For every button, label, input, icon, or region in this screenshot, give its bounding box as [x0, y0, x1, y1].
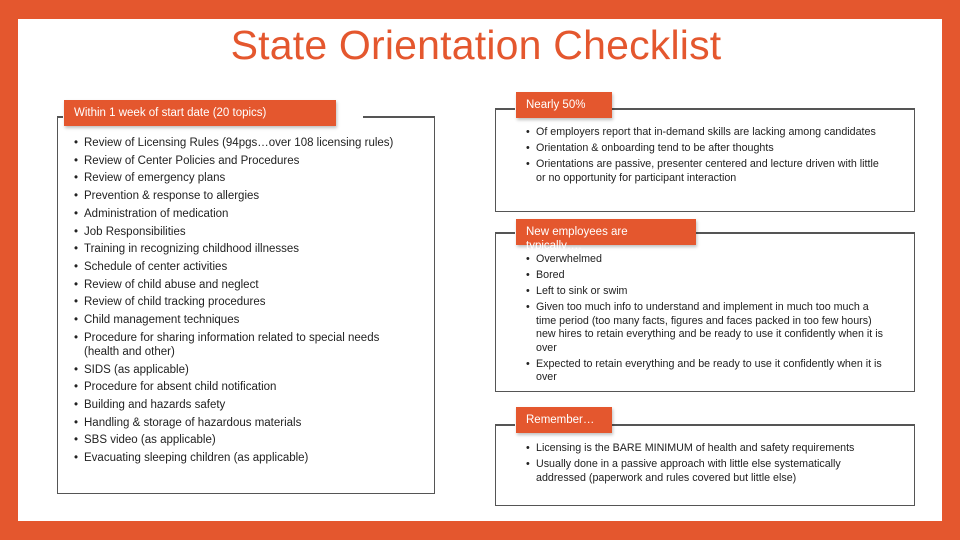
list-item: • Orientations are passive, presenter centered and lecture driven with little or no opportunity for participant interaction — [526, 158, 886, 185]
left-topic-list — [74, 136, 394, 469]
list-item: • Expected to retain everything and be ready to use it confidently when it is over — [526, 358, 886, 385]
list-item: • Review of Center Policies and Procedures — [74, 154, 394, 168]
right-header-3: Remember… — [516, 407, 612, 433]
list-item: • Job Responsibilities — [74, 225, 394, 239]
list-item: • SBS video (as applicable) — [74, 433, 394, 447]
list-item: • Review of emergency plans — [74, 171, 394, 185]
right-list-3 — [526, 442, 886, 488]
list-item: • Child management techniques — [74, 313, 394, 327]
left-header: Within 1 week of start date (20 topics) — [64, 100, 336, 126]
right-header-1: Nearly 50% — [516, 92, 612, 118]
list-item: • Building and hazards safety — [74, 398, 394, 412]
list-item: • Handling & storage of hazardous materials — [74, 416, 394, 430]
list-item: • Procedure for absent child notification — [74, 380, 394, 394]
list-item: • Orientation & onboarding tend to be after thoughts — [526, 142, 886, 156]
list-item: • Prevention & response to allergies — [74, 189, 394, 203]
list-item: • Schedule of center activities — [74, 260, 394, 274]
slide-title: State Orientation Checklist — [230, 22, 722, 68]
list-item: • Overwhelmed — [526, 253, 886, 267]
list-item: • Procedure for sharing information related to special needs (health and other) — [74, 331, 394, 359]
list-item: • Of employers report that in-demand skills are lacking among candidates — [526, 126, 886, 140]
right-list-2 — [526, 253, 886, 387]
right-header-2: New employees are typically…. — [516, 219, 696, 245]
list-item: • Review of child tracking procedures — [74, 295, 394, 309]
list-item: • Usually done in a passive approach with little else systematically addressed (paperwork and rules covered but little else) — [526, 458, 886, 485]
list-item: • Training in recognizing childhood illnesses — [74, 242, 394, 256]
list-item: • Bored — [526, 269, 886, 283]
list-item: • Evacuating sleeping children (as applicable) — [74, 451, 394, 465]
list-item: • Left to sink or swim — [526, 285, 886, 299]
list-item: • Review of Licensing Rules (94pgs…over 108 licensing rules) — [74, 136, 394, 150]
right-list-1 — [526, 126, 886, 188]
list-item: • Licensing is the BARE MINIMUM of health and safety requirements — [526, 442, 886, 456]
list-item: • Review of child abuse and neglect — [74, 278, 394, 292]
list-item: • Given too much info to understand and implement in much too much a time period (too many facts, figures and faces packed in too few hours) new hires to retain everything and be ready to use it confidently when it is over — [526, 301, 886, 355]
list-item: • SIDS (as applicable) — [74, 363, 394, 377]
list-item: • Administration of medication — [74, 207, 394, 221]
